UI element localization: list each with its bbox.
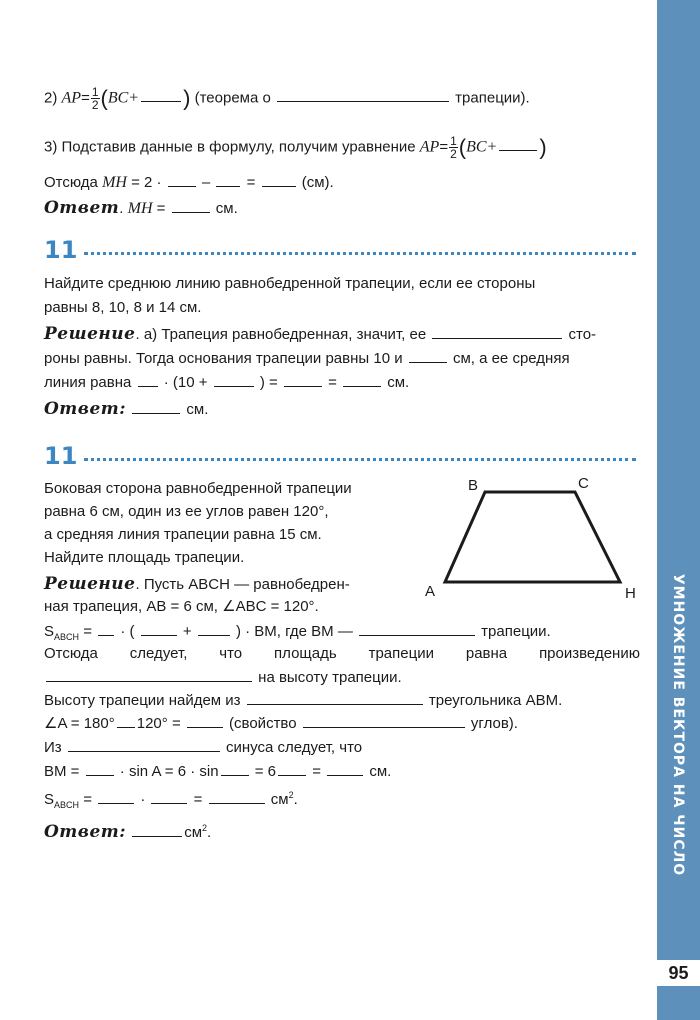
task2-answer-line: Ответ: $см^2$. [44, 822, 212, 842]
vertex-label-a: A [425, 583, 436, 600]
vertex-label-h: H [625, 585, 636, 602]
blank[interactable] [168, 172, 196, 187]
blank[interactable] [409, 348, 447, 363]
answer-blank[interactable] [132, 822, 182, 837]
task-number: 11 [44, 442, 78, 470]
blank[interactable] [138, 372, 158, 387]
workbook-page: 2) AP= $\frac{1}{2}$ (BC+ ) (теорема о трапеции). 3) Подставив данные в формулу, получим уравнение AP= $\frac{1}{2}$ (BC+ ) Отсюда MH = 2 · – = (см). Ответ. MH = см. 11 Найдите среднюю линию равнобедренной трапеции, если ее стороны равны 8, 10, 8 и 14 см. Решение. а) Трапеция равнобедренная, значит, ее сто- роны равны. Тогда основания трапеции равны 10 и см, а ее средняя линия равна · (10 + ) = = см. Ответ: см. 11 Боковая сторона равнобедренной трапеции равна 6 см, один из ее углов равен 120°, а средняя линия трапеции равна 15 см. Найдите площадь трапеции. B C A H Решение. Пусть ABCH — равнобедрен- ная трапеция, AB = 6 см, ∠ABC = 120°. $S_{ABCH}$ = · ( + ) · BM, где BM — трапеции. Отсюда следует, что площадь трапеции равна произведению на высоту трапеции. Высоту трапеции найдем из треугольника ABM. ∠A = 180° 120° = (свойство углов). Из синуса следует, что BM = · sin A = 6 · sin = 6 = см. $S_{ABCH}$ = · = $см^2$. Ответ: $см^2$. УМНОЖЕНИЕ ВЕКТОРА НА ЧИСЛО 95 [0, 0, 700, 1020]
answer-label: Ответ: [44, 399, 127, 419]
task2-solution-line3: $S_{ABCH}$ = · ( + ) · BM, где BM — трапеции. [44, 623, 551, 642]
blank[interactable] [68, 737, 220, 752]
task2-solution-line8: Из синуса следует, что [44, 739, 363, 756]
step2-line: 2) AP= $\frac{1}{2}$ (BC+ ) (теорема о трапеции). [44, 85, 530, 112]
step3-line: 3) Подставив данные в формулу, получим уравнение AP= $\frac{1}{2}$ (BC+ ) [44, 134, 547, 161]
task1-answer-line: Ответ: см. [44, 399, 209, 419]
blank[interactable] [141, 87, 181, 102]
task1-solution-line1: Решение. а) Трапеция равнобедренная, значит, ее сто- [44, 324, 597, 344]
task2-statement-line3: а средняя линия трапеции равна 15 см. [44, 526, 322, 543]
page-number: 95 [657, 960, 700, 986]
blank[interactable] [277, 87, 449, 102]
trapezoid-figure [420, 472, 650, 602]
vertex-label-b: B [468, 477, 479, 494]
blank[interactable] [284, 372, 322, 387]
solution-label: Решение [44, 324, 136, 344]
blank[interactable] [327, 761, 363, 776]
task2-solution-line9: BM = · sin A = 6 · sin = 6 = см. [44, 763, 392, 780]
fraction-half: $\frac{1}{2}$ [91, 85, 99, 112]
blank[interactable] [216, 172, 240, 187]
answer-label: Ответ [44, 198, 120, 218]
task2-solution-line2: ная трапеция, AB = 6 см, ∠ABC = 120°. [44, 598, 319, 615]
vertex-label-c: C [578, 475, 589, 492]
task2-solution-line6: Высоту трапеции найдем из треугольника ABM. [44, 692, 563, 709]
blank[interactable] [221, 761, 249, 776]
solution-label: Решение [44, 574, 136, 594]
task2-solution-line1: Решение. Пусть ABCH — равнобедрен- [44, 574, 350, 594]
blank[interactable] [499, 136, 537, 151]
blank[interactable] [117, 713, 135, 728]
result-line: Отсюда MH = 2 · – = (см). [44, 174, 334, 191]
blank[interactable] [46, 667, 252, 682]
task1-solution-line3: линия равна · (10 + ) = = см. [44, 374, 410, 391]
answer-blank[interactable] [132, 399, 180, 414]
blank[interactable] [278, 761, 306, 776]
blank[interactable] [86, 761, 114, 776]
blank[interactable] [262, 172, 296, 187]
task1-statement-line1: Найдите среднюю линию равнобедренной трапеции, если ее стороны [44, 275, 536, 292]
answer-label: Ответ: [44, 822, 127, 842]
blank[interactable] [198, 621, 230, 636]
task2-statement-line1: Боковая сторона равнобедренной трапеции [44, 480, 352, 497]
task2-solution-line4: Отсюда следует, что площадь трапеции равна произведению [44, 645, 640, 662]
task1-statement-line2: равны 8, 10, 8 и 14 см. [44, 299, 202, 316]
task-number: 11 [44, 236, 78, 264]
blank[interactable] [247, 690, 423, 705]
task1-solution-line2: роны равны. Тогда основания трапеции равны 10 и см, а ее средняя [44, 350, 570, 367]
blank[interactable] [98, 621, 114, 636]
answer-blank[interactable] [172, 198, 210, 213]
blank[interactable] [359, 621, 475, 636]
blank[interactable] [151, 789, 187, 804]
dotted-divider [84, 252, 636, 255]
task2-solution-line10: $S_{ABCH}$ = · = $см^2$. [44, 790, 298, 810]
blank[interactable] [214, 372, 254, 387]
task2-solution-line7: ∠A = 180° 120° = (свойство углов). [44, 715, 518, 732]
blank[interactable] [303, 713, 465, 728]
blank[interactable] [432, 324, 562, 339]
task2-statement-line2: равна 6 см, один из ее углов равен 120°, [44, 503, 329, 520]
task2-solution-line5: на высоту трапеции. [44, 667, 402, 688]
blank[interactable] [187, 713, 223, 728]
blank[interactable] [209, 789, 265, 804]
fraction-half: $\frac{1}{2}$ [450, 134, 457, 161]
blank[interactable] [98, 789, 134, 804]
blank[interactable] [343, 372, 381, 387]
prev-answer-line: Ответ. MH = см. [44, 198, 238, 218]
dotted-divider [84, 458, 636, 461]
trapezoid-shape [445, 492, 620, 582]
blank[interactable] [141, 621, 177, 636]
task2-statement-line4: Найдите площадь трапеции. [44, 549, 245, 566]
